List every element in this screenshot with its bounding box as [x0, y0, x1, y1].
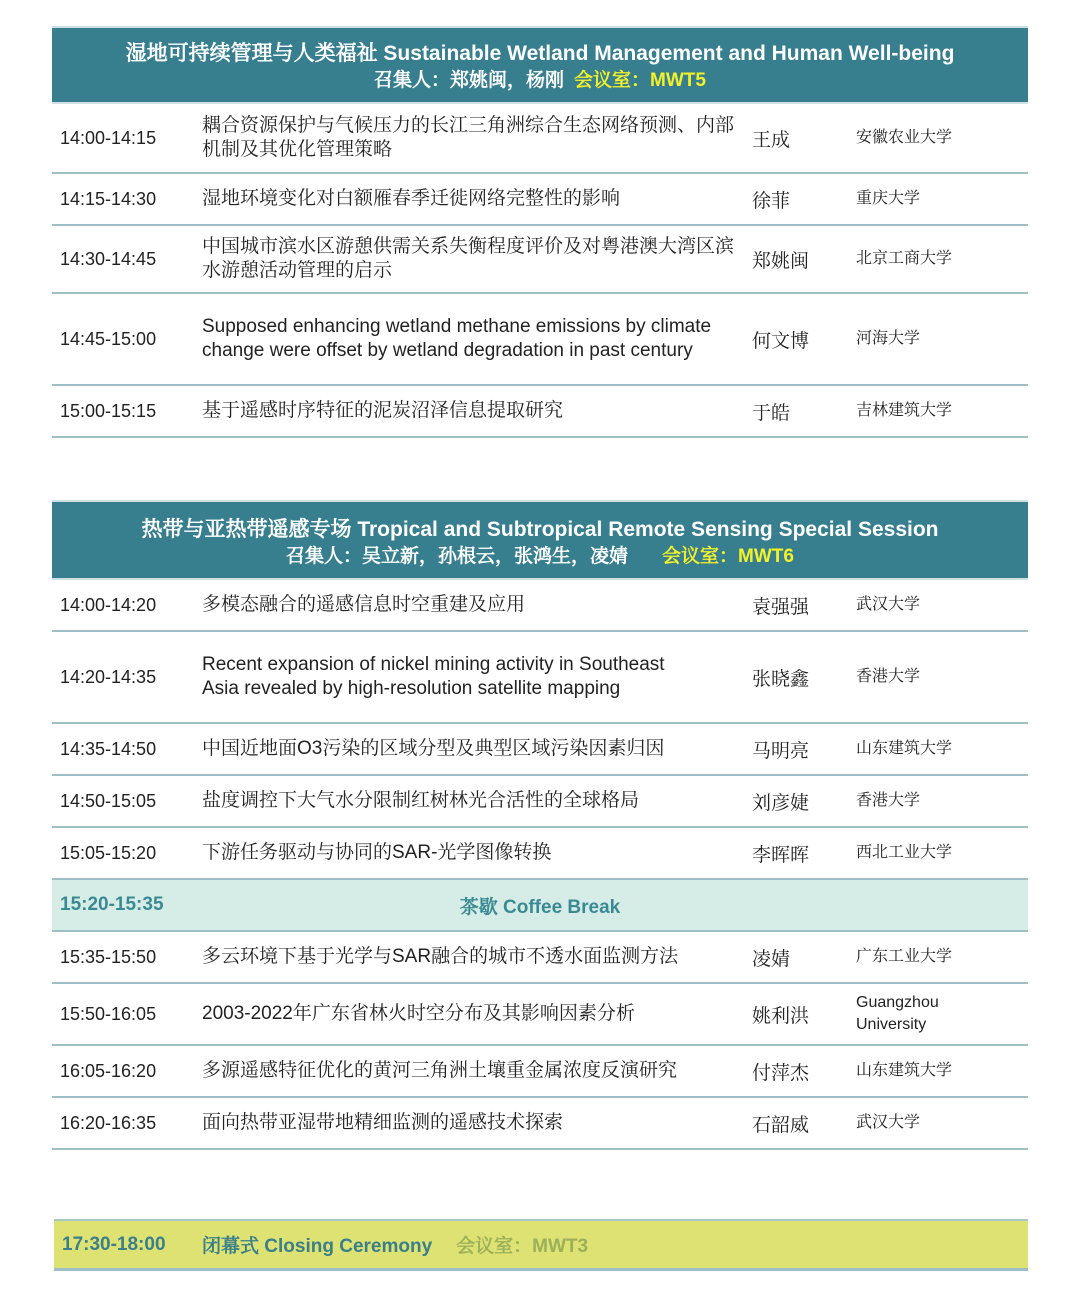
- topic: 基于遥感时序特征的泥炭沼泽信息提取研究: [202, 400, 564, 421]
- closing-label: 闭幕式 Closing Ceremony: [202, 1236, 433, 1257]
- topic: 中国城市滨水区游憩供需关系失衡程度评价及对粤港澳大湾区滨水游憩活动管理的启示: [202, 236, 735, 281]
- topic: 多源遥感特征优化的黄河三角洲土壤重金属浓度反演研究: [202, 1060, 678, 1081]
- speaker: 凌婧: [752, 948, 791, 970]
- topic: 耦合资源保护与气候压力的长江三角洲综合生态网络预测、内部机制及其优化管理策略: [202, 115, 735, 160]
- topic: 下游任务驱动与协同的SAR-光学图像转换: [202, 842, 552, 863]
- time: 14:00-14:15: [60, 127, 157, 148]
- topic: Supposed enhancing wetland methane emissions by climate change were offset by wetland degradation in past century: [202, 316, 712, 361]
- topic: 多云环境下基于光学与SAR融合的城市不透水面监测方法: [202, 946, 679, 967]
- closing-time: 17:30-18:00: [62, 1233, 166, 1255]
- break-time: 15:20-15:35: [60, 894, 164, 915]
- table-row: [52, 932, 1028, 984]
- institution: 山东建筑大学: [856, 740, 953, 757]
- institution: 西北工业大学: [856, 844, 953, 861]
- session-wetland: [52, 26, 1028, 438]
- institution: 河海大学: [856, 330, 921, 347]
- institution: 山东建筑大学: [856, 1062, 953, 1079]
- topic: 多模态融合的遥感信息时空重建及应用: [202, 594, 526, 615]
- time: 15:50-16:05: [60, 1003, 157, 1024]
- time: 14:20-14:35: [60, 666, 157, 687]
- institution: 武汉大学: [856, 1114, 921, 1131]
- table-row: [52, 226, 1028, 294]
- topic: 湿地环境变化对白额雁春季迁徙网络完整性的影响: [202, 188, 621, 209]
- speaker: 马明亮: [752, 740, 810, 762]
- break-label: 茶歇 Coffee Break: [459, 896, 621, 918]
- institution: 香港大学: [856, 792, 921, 809]
- table-row: [52, 724, 1028, 776]
- table-row: [52, 632, 1028, 724]
- session-header: [52, 26, 1028, 104]
- table-row: [52, 386, 1028, 438]
- table-row: [52, 776, 1028, 828]
- session-title: 湿地可持续管理与人类福祉 Sustainable Wetland Management and Human Well-being: [125, 42, 955, 65]
- table-row: [52, 984, 1028, 1046]
- conveners: 召集人：郑姚闽，杨刚: [374, 70, 565, 91]
- session-header: [52, 500, 1028, 580]
- speaker: 付萍杰: [752, 1062, 810, 1084]
- time: 15:35-15:50: [60, 946, 157, 967]
- table-row: [52, 580, 1028, 632]
- time: 15:05-15:20: [60, 842, 157, 863]
- topic: 盐度调控下大气水分限制红树林光合活性的全球格局: [202, 790, 640, 811]
- institution: 武汉大学: [856, 596, 921, 613]
- time: 16:05-16:20: [60, 1060, 157, 1081]
- speaker: 石韶威: [752, 1114, 810, 1136]
- time: 14:50-15:05: [60, 790, 157, 811]
- topic: 面向热带亚湿带地精细监测的遥感技术探索: [202, 1112, 564, 1133]
- time: 15:00-15:15: [60, 400, 157, 421]
- speaker: 李晖晖: [752, 844, 810, 866]
- institution: 广东工业大学: [856, 948, 953, 965]
- session-conveners-line: [52, 544, 1028, 570]
- institution: 北京工商大学: [856, 250, 953, 267]
- closing-ceremony-bar: [54, 1219, 1028, 1271]
- speaker: 徐菲: [752, 190, 791, 212]
- closing-room: 会议室：MWT3: [456, 1236, 589, 1257]
- institution: 吉林建筑大学: [856, 402, 953, 419]
- time: 14:45-15:00: [60, 328, 157, 349]
- session-conveners-line: [52, 68, 1028, 94]
- institution: 香港大学: [856, 668, 921, 685]
- room: 会议室：MWT6: [662, 546, 794, 567]
- speaker: 姚利洪: [752, 1005, 810, 1027]
- institution: 重庆大学: [856, 190, 921, 207]
- speaker: 郑姚闽: [752, 250, 810, 272]
- coffee-break-row: [52, 880, 1028, 932]
- topic: 中国近地面O3污染的区域分型及典型区域污染因素归因: [202, 738, 665, 759]
- table-row: [52, 828, 1028, 880]
- institution: Guangzhou University: [856, 994, 939, 1033]
- topic: 2003-2022年广东省林火时空分布及其影响因素分析: [202, 1003, 635, 1024]
- time: 14:00-14:20: [60, 594, 157, 615]
- speaker: 刘彦婕: [752, 792, 810, 814]
- table-row: [52, 294, 1028, 386]
- time: 14:15-14:30: [60, 188, 157, 209]
- session-title: 热带与亚热带遥感专场 Tropical and Subtropical Remote Sensing Special Session: [141, 518, 939, 541]
- topic: Recent expansion of nickel mining activity in Southeast Asia revealed by high-resolution satellite mapping: [202, 654, 665, 699]
- speaker: 王成: [752, 129, 791, 151]
- room: 会议室：MWT5: [574, 70, 706, 91]
- table-row: [52, 104, 1028, 174]
- time: 14:30-14:45: [60, 248, 157, 269]
- speaker: 袁强强: [752, 596, 810, 618]
- institution: 安徽农业大学: [856, 129, 953, 146]
- table-row: [52, 1046, 1028, 1098]
- time: 14:35-14:50: [60, 738, 157, 759]
- speaker: 张晓鑫: [752, 668, 810, 690]
- table-row: [52, 174, 1028, 226]
- speaker: 于皓: [752, 402, 791, 424]
- time: 16:20-16:35: [60, 1112, 157, 1133]
- conveners: 召集人：吴立新，孙根云，张鸿生，凌婧: [286, 546, 629, 567]
- session-tropical: [52, 500, 1028, 1150]
- speaker: 何文博: [752, 330, 810, 352]
- table-row: [52, 1098, 1028, 1150]
